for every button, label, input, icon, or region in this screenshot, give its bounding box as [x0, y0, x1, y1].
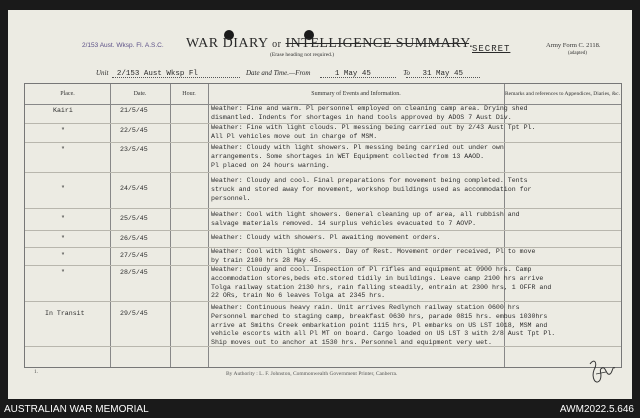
- to-underline: [406, 77, 480, 78]
- row-place: ": [61, 146, 65, 153]
- column-rule: [208, 84, 209, 367]
- row-date: 27/5/45: [120, 252, 148, 259]
- column-rule: [110, 84, 111, 367]
- printer-imprint: By Authority : L. F. Johnston, Commonwealth Government Printer, Canberra.: [226, 371, 398, 377]
- struck-heading: INTELLIGENCE SUMMARY: [285, 36, 470, 51]
- col-header-place: Place.: [60, 90, 75, 97]
- row-place: ": [61, 185, 65, 192]
- row-summary: Weather: Cloudy and cool. Final preparations for movement being completed. Tents struck and stored away for movement, workshop buildings used as accommodation for personnel.: [211, 177, 532, 202]
- row-summary: Weather: Cloudy and cool. Inspection of Pl rifles and equipment at 0900 hrs. Camp accommodation stores,beds etc.stored tidily in buildings. Leave camp 2100 hrs arrive Tolga railway station 2130 hrs, rain falling steadily, entrain at 2300 hrs, 1 OFFR and 22 ORs, train No 6 leaves Tolga at 2345 hrs.: [211, 266, 552, 300]
- row-place: ": [61, 215, 65, 222]
- date-line: Date and Time.—From 1 May 45 To 31 May 45: [246, 69, 463, 78]
- row-date: 22/5/45: [120, 127, 148, 134]
- column-rule: [170, 84, 171, 367]
- col-header-hour: Hour.: [182, 90, 196, 97]
- row-summary: Weather: Continuous heavy rain. Unit arrives Redlynch railway station 0600 hrs Personnel marched to staging camp, breakfast 0630 hrs, parade 0815 hrs. embus 1030hrs arrive at Smiths Creek embarkation point 1115 hrs, Pl embarks on US LST 1018, MSM and vehicle escorts with all Pl MT on board. Cargo loaded on US LST 3 with 2/8 Aust Tpt Pl. Ship moves out to anchor at 1530 hrs. Personnel and equipment very wet.: [211, 304, 556, 347]
- unit-stamp: 2/153 Aust. Wksp. Fl. A.S.C.: [82, 42, 164, 49]
- row-date: 23/5/45: [120, 146, 148, 153]
- col-header-summary: Summary of Events and Information.: [311, 90, 401, 97]
- row-summary: Weather: Cool with light showers. Day of Rest. Movement order received, Pl to move by train 2100 hrs 28 May 45.: [211, 248, 536, 264]
- date-to: 31 May 45: [422, 70, 463, 78]
- erase-note: (Erase heading not required.): [270, 52, 335, 58]
- handwritten-signature: [584, 356, 620, 392]
- archive-caption: AUSTRALIAN WAR MEMORIAL: [4, 404, 149, 415]
- row-date: 28/5/45: [120, 269, 148, 276]
- form-number: Army Form C. 2118. (adapted): [546, 42, 601, 56]
- date-from: 1 May 45: [334, 70, 371, 78]
- unit-underline: [112, 77, 240, 78]
- classification-label: SECRET: [472, 44, 511, 54]
- col-header-date: Date.: [133, 90, 147, 97]
- row-place: In Transit: [45, 310, 85, 317]
- col-header-remarks: Remarks and references to Appendices, Diaries, &c.: [505, 90, 620, 97]
- page-title: WAR DIARY or INTELLIGENCE SUMMARY.: [186, 36, 474, 51]
- row-summary: Weather: Cloudy with light showers. Pl messing being carried out under own arrangements. Some shortages in WET Equipment collected from 13 AAOD. Pl placed on 24 hours warning.: [211, 144, 504, 169]
- row-date: 21/5/45: [120, 107, 148, 114]
- row-rule: [25, 230, 621, 231]
- unit-value: 2/153 Aust Wksp Fl: [116, 70, 198, 78]
- archive-reference: AWM2022.5.646: [559, 404, 634, 415]
- row-place: ": [61, 252, 65, 259]
- form-reference: 1.: [34, 369, 39, 375]
- row-summary: Weather: Fine and warm. Pl personnel employed on cleaning camp area. Drying shed dismantled. Indents for shortages in hand tools approved by ADOS 7 Aust Div.: [211, 105, 528, 121]
- unit-line: Unit 2/153 Aust Wksp Fl: [96, 69, 198, 78]
- row-place: ": [61, 127, 65, 134]
- row-rule: [25, 172, 621, 173]
- row-summary: Weather: Fine with light clouds. Pl messing being carried out by 2/43 Aust Tpt Pl. All Pl vehicles move out in charge of MSM.: [211, 124, 536, 140]
- row-rule: [25, 208, 621, 209]
- row-date: 25/5/45: [120, 215, 148, 222]
- row-date: 26/5/45: [120, 235, 148, 242]
- row-place: ": [61, 235, 65, 242]
- diary-table: [24, 83, 622, 368]
- row-summary: Weather: Cloudy with showers. Pl awaiting movement orders.: [211, 234, 441, 241]
- row-date: 29/5/45: [120, 310, 148, 317]
- row-place: Kairi: [53, 107, 73, 114]
- row-summary: Weather: Cool with light showers. General cleaning up of area, all rubbish and salvage materials removed. 14 surplus vehicles evacuated to 7 AOVP.: [211, 211, 520, 227]
- row-date: 24/5/45: [120, 185, 148, 192]
- from-underline: [320, 77, 396, 78]
- row-place: ": [61, 269, 65, 276]
- row-rule: [25, 142, 621, 143]
